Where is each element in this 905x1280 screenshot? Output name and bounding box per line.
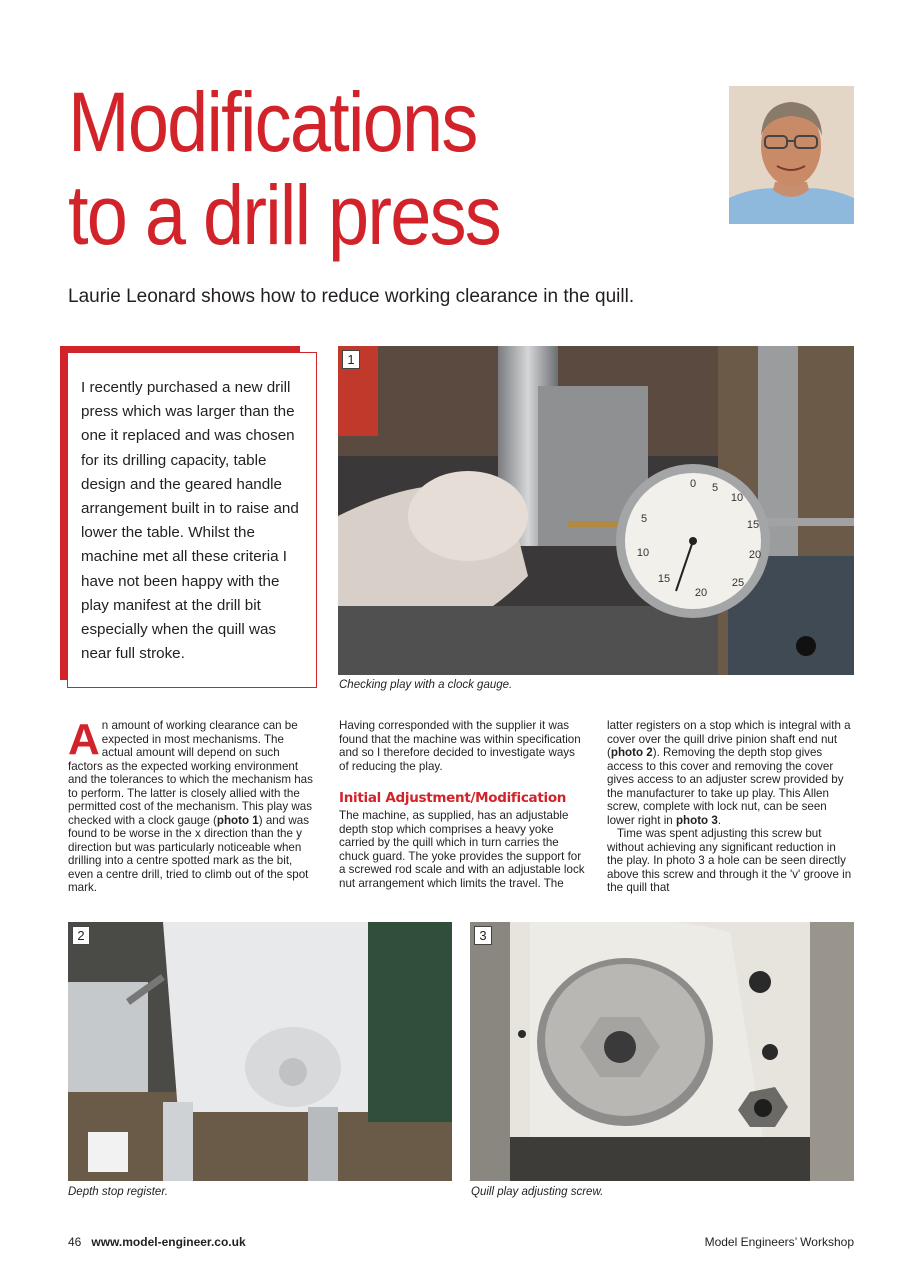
photo-1-caption: Checking play with a clock gauge. bbox=[339, 679, 513, 691]
col1-text-a: n amount of working clearance can be expected in most mechanisms. The actual amount will depend on such factors as the expected working environment and the tolerances to which the mechanism has to perform. The latter is closely allied with the permitted cost of the mechanism. This play was checked with a clock gauge ( bbox=[68, 719, 313, 827]
gauge-label-5a: 5 bbox=[711, 482, 719, 494]
drop-cap: A bbox=[68, 715, 100, 764]
photo-3-number: 3 bbox=[474, 926, 492, 945]
col2-paragraph-2: The machine, as supplied, has an adjustable depth stop which comprises a heavy yoke carried by the quill which in turn carries the chuck guard. The yoke provides the support for a screwed rod scale and with an adjustable lock nut arrangement which limits the travel. The bbox=[339, 809, 585, 890]
gauge-label-20b: 20 bbox=[694, 587, 708, 599]
author-portrait bbox=[729, 86, 854, 224]
photo-2-caption: Depth stop register. bbox=[68, 1186, 168, 1198]
photo-1-number: 1 bbox=[342, 350, 360, 369]
body-column-3 bbox=[607, 719, 855, 895]
photo-2 bbox=[68, 922, 452, 1181]
body-column-1 bbox=[68, 715, 314, 895]
article-title bbox=[68, 76, 561, 262]
col1-text-b: ) and was found to be worse in the x direction than the y direction but was particularly noticeable when drilling into a centre spotted mark as the bit, even a centre drill, tried to climb out of the spot mark. bbox=[68, 813, 309, 894]
gauge-label-10b: 10 bbox=[636, 547, 650, 559]
photo-3-image bbox=[470, 922, 854, 1181]
title-line-2: to a drill press bbox=[68, 168, 500, 262]
pullquote-text: I recently purchased a new drill press which was larger than the one it replaced and was chosen for its drilling capacity, table design and the geared handle arrangement built in to raise and lower the table. Whilst the machine met all these criteria I have not been happy with the play manifest at the drill bit especially when the quill was near full stroke. bbox=[81, 379, 299, 663]
gauge-label-top: 0 bbox=[689, 478, 697, 490]
col1-paragraph bbox=[68, 715, 314, 895]
page-footer-left bbox=[68, 1235, 246, 1249]
gauge-label-20a: 20 bbox=[748, 549, 762, 561]
gauge-label-10a: 10 bbox=[730, 492, 744, 504]
col3-photo-ref-a: photo 2 bbox=[610, 746, 653, 759]
gauge-label-5b: 5 bbox=[640, 513, 648, 525]
body-column-2 bbox=[339, 719, 585, 890]
strapline: Laurie Leonard shows how to reduce working clearance in the quill. bbox=[68, 286, 635, 307]
col3-text-b: ). Removing the depth stop gives access to this cover and removing the cover gives access to an adjuster screw provided by the manufacturer to take up play. This Allen screw, complete with lock nut, can be seen lower right in bbox=[607, 746, 844, 827]
photo-2-number: 2 bbox=[72, 926, 90, 945]
photo-1-image bbox=[338, 346, 854, 675]
photo-2-image bbox=[68, 922, 452, 1181]
photo-1 bbox=[338, 346, 854, 675]
col2-paragraph-1: Having corresponded with the supplier it was found that the machine was within specification and so I therefore decided to investigate ways of reducing the play. bbox=[339, 719, 581, 773]
col3-photo-ref-b: photo 3 bbox=[675, 813, 718, 827]
col3-text-c: . bbox=[717, 813, 722, 827]
gauge-label-25: 25 bbox=[731, 577, 745, 589]
magazine-name: Model Engineers’ Workshop bbox=[704, 1235, 854, 1249]
col3-paragraph-2: Time was spent adjusting this screw but without achieving any significant reduction in the play. In photo 3 a hole can be seen directly above this screw and through it the 'v' groove in the quill that bbox=[607, 827, 852, 894]
section-subhead: Initial Adjustment/Modification bbox=[339, 790, 567, 806]
col3-paragraph-1 bbox=[607, 719, 855, 827]
website-link[interactable]: www.model-engineer.co.uk bbox=[91, 1235, 246, 1249]
photo-3-caption: Quill play adjusting screw. bbox=[471, 1186, 604, 1198]
col3-text-a: latter registers on a stop which is integral with a cover over the quill drive pinion shaft end nut ( bbox=[607, 719, 851, 759]
col1-photo-ref: photo 1 bbox=[216, 813, 259, 827]
title-line-1: Modifications bbox=[68, 75, 477, 169]
gauge-label-15b: 15 bbox=[657, 573, 671, 585]
page-number: 46 bbox=[68, 1235, 82, 1249]
photo-3 bbox=[470, 922, 854, 1181]
gauge-label-15a: 15 bbox=[746, 519, 760, 531]
